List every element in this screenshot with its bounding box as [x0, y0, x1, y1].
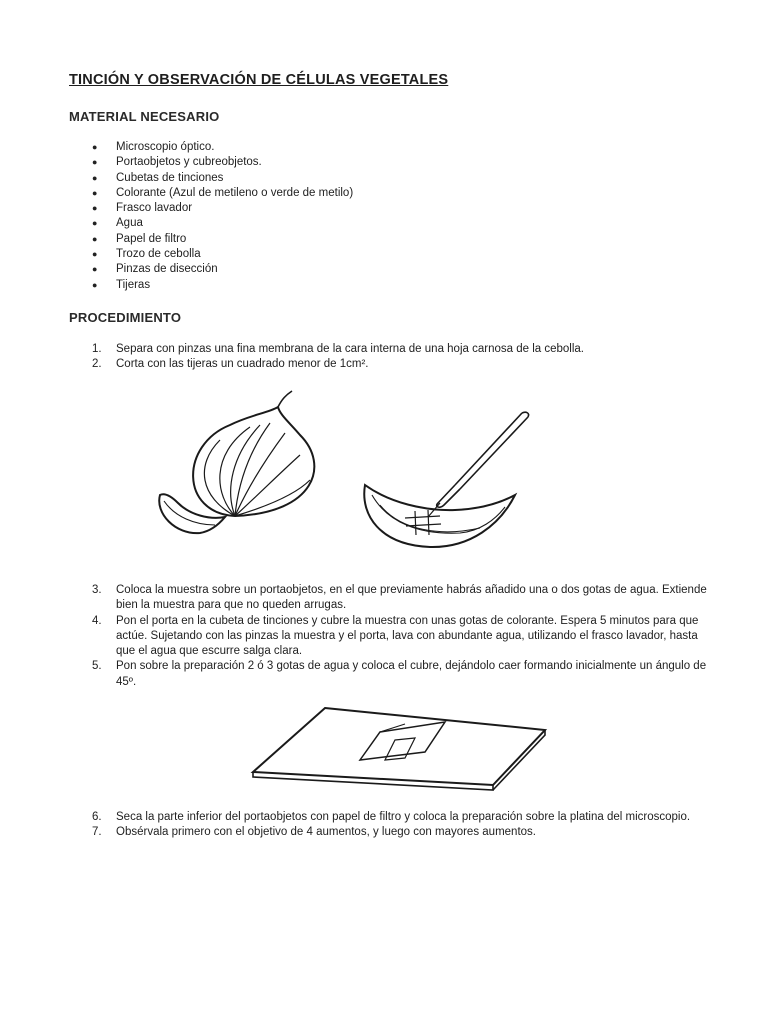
coverslip-drawing [360, 722, 445, 760]
material-item [69, 155, 353, 170]
material-label: Agua [116, 217, 143, 230]
bullet-icon: ● [92, 279, 98, 290]
procedure-step [69, 357, 719, 372]
step-text: Pon sobre la preparación 2 ó 3 gotas de agua y coloca el cubre, dejándolo caer formando inicialmente un ángulo de 45º. [116, 660, 707, 688]
bullet-icon: ● [92, 218, 98, 229]
material-label: Microscopio óptico. [116, 141, 215, 153]
step-number: 5. [92, 660, 102, 673]
material-label: Portaobjetos y cubreobjetos. [116, 156, 262, 169]
bullet-icon: ● [92, 203, 98, 214]
slide-coverslip-illustration [245, 700, 555, 795]
bullet-icon: ● [92, 264, 98, 275]
material-label: Pinzas de disección [116, 263, 218, 276]
procedure-steps-part-2 [69, 583, 719, 690]
material-item [69, 186, 353, 201]
procedure-steps-part-1 [69, 342, 719, 373]
bullet-icon: ● [92, 172, 98, 183]
step-text: Obsérvala primero con el objetivo de 4 aumentos, y luego con mayores aumentos. [116, 826, 536, 839]
procedure-step [69, 583, 719, 614]
procedure-steps-part-3 [69, 810, 719, 841]
step-number: 2. [92, 358, 102, 371]
microscope-slide-drawing [253, 708, 545, 790]
material-item [69, 201, 353, 216]
procedure-step [69, 614, 719, 660]
bullet-icon: ● [92, 157, 98, 168]
material-label: Trozo de cebolla [116, 248, 201, 261]
material-item [69, 232, 353, 247]
material-item [69, 171, 353, 186]
material-item [69, 140, 353, 155]
bullet-icon: ● [92, 233, 98, 244]
bullet-icon: ● [92, 142, 98, 152]
procedure-step [69, 342, 719, 357]
bullet-icon: ● [92, 187, 98, 198]
step-number: 6. [92, 811, 102, 823]
step-text: Seca la parte inferior del portaobjetos con papel de filtro y coloca la preparación sobre la platina del microscopio. [116, 811, 691, 823]
material-item [69, 262, 353, 277]
step-number: 3. [92, 584, 102, 596]
document-title: TINCIÓN Y OBSERVACIÓN DE CÉLULAS VEGETALES [69, 72, 449, 88]
procedure-heading: PROCEDIMIENTO [69, 310, 182, 325]
material-label: Cubetas de tinciones [116, 171, 224, 184]
step-text: Pon el porta en la cubeta de tinciones y cubre la muestra con unas gotas de colorante. Espera 5 minutos para que actúe. Sujetando con las pinzas la muestra y el porta, lava con abundante agua, utilizando el frasco lavador, hasta que el agua que escurre salga clara. [116, 614, 699, 658]
step-text: Corta con las tijeras un cuadrado menor de 1cm². [116, 358, 369, 371]
scalpel-drawing [428, 412, 529, 517]
step-number: 7. [92, 826, 102, 839]
procedure-step [69, 810, 719, 825]
procedure-step [69, 659, 719, 690]
materials-list [69, 140, 353, 293]
procedure-step [69, 825, 719, 840]
bullet-icon: ● [92, 249, 98, 260]
step-number: 4. [92, 614, 102, 627]
step-number: 1. [92, 343, 102, 355]
onion-bulb-drawing [193, 391, 314, 516]
material-label: Tijeras [116, 278, 151, 291]
step-text: Coloca la muestra sobre un portaobjetos, en el que previamente habrás añadido una o dos gotas de agua. Extiende bien la muestra para que no queden arrugas. [116, 584, 707, 612]
onion-illustration [140, 385, 550, 565]
materials-heading: MATERIAL NECESARIO [69, 109, 220, 124]
material-item [69, 278, 353, 293]
material-item [69, 216, 353, 231]
material-label: Papel de filtro [116, 232, 187, 245]
step-text: Separa con pinzas una fina membrana de la cara interna de una hoja carnosa de la cebolla. [116, 343, 584, 355]
material-label: Frasco lavador [116, 202, 193, 215]
material-label: Colorante (Azul de metileno o verde de metilo) [116, 186, 354, 199]
material-item [69, 247, 353, 262]
